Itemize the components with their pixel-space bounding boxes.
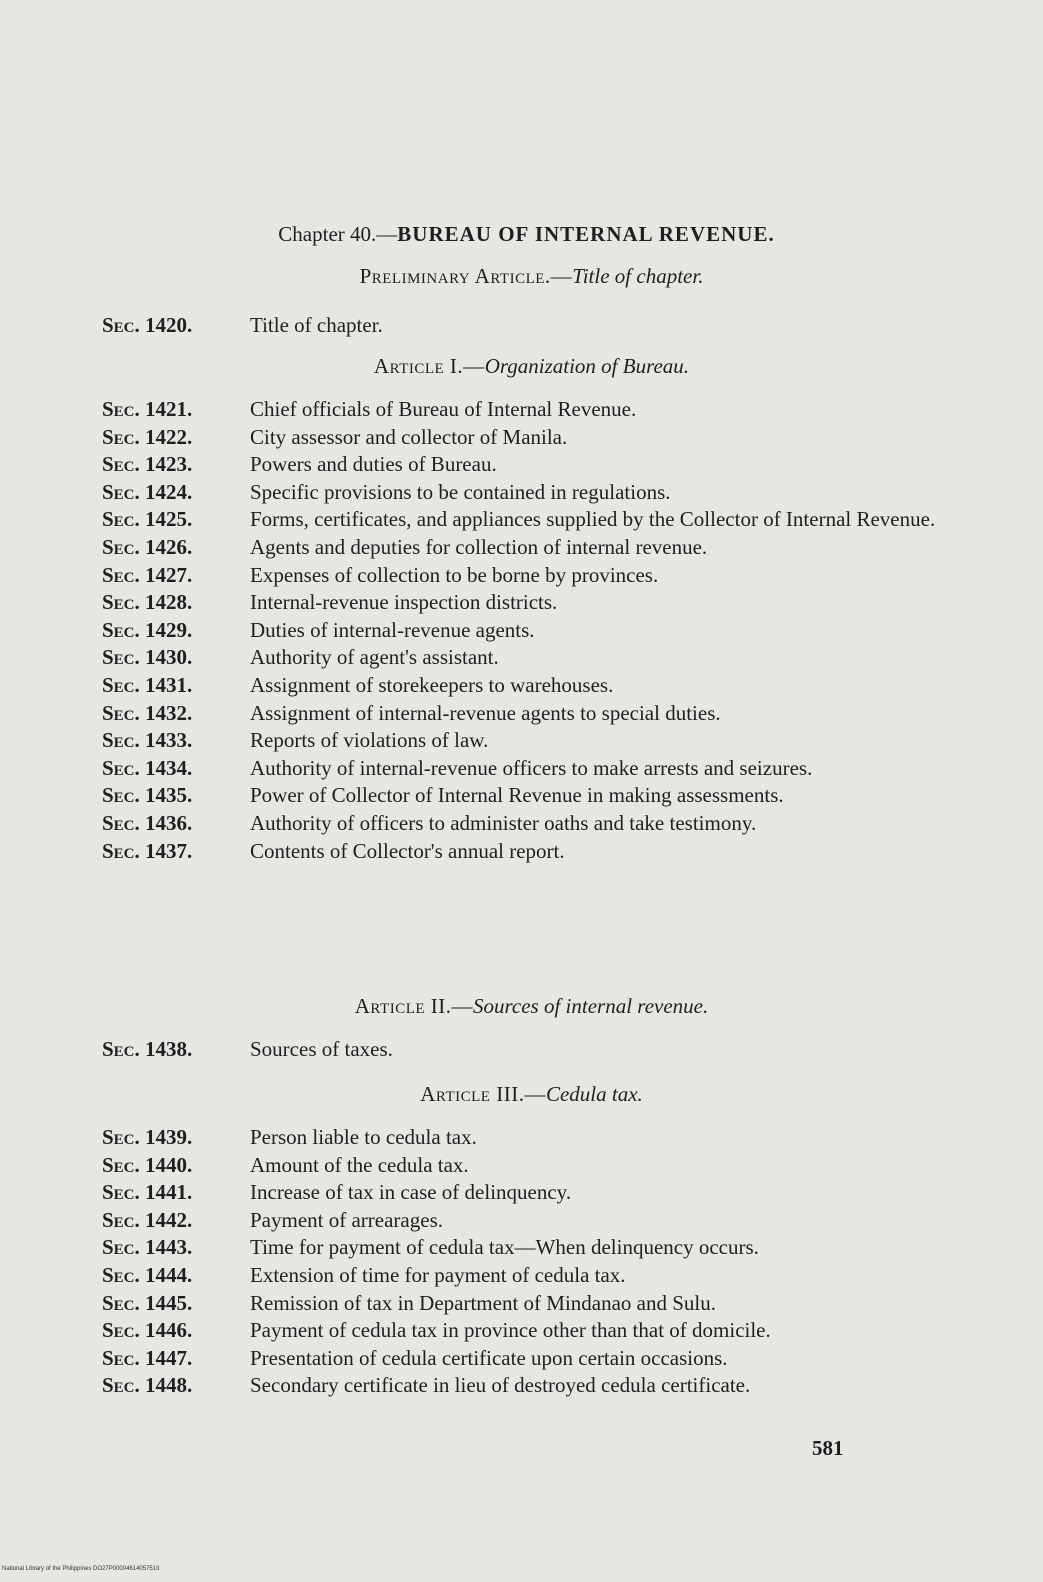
section-prefix: Sec.	[102, 1152, 140, 1177]
article-1-heading	[0, 354, 1043, 379]
section-list-preliminary	[0, 312, 1043, 340]
section-number	[102, 534, 192, 562]
section-number	[102, 1036, 192, 1064]
section-list-article-3	[0, 1124, 1043, 1400]
section-entry	[0, 1290, 1043, 1318]
section-entry	[0, 1345, 1043, 1373]
footer-credit: National Library of the Philippines DO27P0000461405751II	[2, 1566, 160, 1572]
section-prefix: Sec.	[102, 700, 140, 725]
section-num-value: 1420.	[145, 313, 193, 337]
section-number	[102, 1345, 192, 1373]
section-number	[102, 506, 192, 534]
section-entry	[0, 562, 1043, 590]
section-number	[102, 617, 192, 645]
section-prefix: Sec.	[102, 838, 140, 863]
section-title: Title of chapter.	[250, 313, 383, 337]
section-entry	[0, 451, 1043, 479]
section-entry	[0, 479, 1043, 507]
section-num-value: 1426.	[145, 534, 193, 559]
section-num-value: 1442.	[145, 1207, 193, 1232]
article-3-heading	[0, 1082, 1043, 1107]
section-number	[102, 479, 192, 507]
section-title: Amount of the cedula tax.	[250, 1152, 469, 1177]
section-title: Specific provisions to be contained in regulations.	[250, 479, 671, 504]
section-prefix: Sec.	[102, 1373, 140, 1398]
page-number: 581	[812, 1436, 844, 1460]
section-num-value: 1434.	[145, 755, 193, 780]
section-prefix: Sec.	[102, 728, 140, 753]
section-entry	[0, 700, 1043, 728]
chapter-title: BUREAU OF INTERNAL REVENUE.	[397, 222, 775, 246]
section-prefix: Sec.	[102, 590, 140, 615]
section-prefix: Sec.	[102, 397, 140, 421]
section-num-value: 1438.	[145, 1037, 193, 1061]
section-list-article-2	[0, 1036, 1043, 1064]
section-number	[102, 1152, 192, 1180]
section-entry	[0, 755, 1043, 783]
section-title: Authority of agent's assistant.	[250, 645, 499, 670]
section-entry	[0, 312, 1043, 340]
section-title: Expenses of collection to be borne by provinces.	[250, 562, 659, 587]
article-label: Article I.—	[373, 354, 485, 378]
section-num-value: 1423.	[145, 452, 193, 477]
section-prefix: Sec.	[102, 534, 140, 559]
section-number	[102, 589, 192, 617]
section-entry	[0, 506, 1043, 534]
section-title: Person liable to cedula tax.	[250, 1125, 477, 1149]
section-num-value: 1421.	[145, 397, 193, 421]
section-prefix: Sec.	[102, 1318, 140, 1343]
section-title: Payment of arrearages.	[250, 1207, 443, 1232]
section-num-value: 1444.	[145, 1262, 193, 1287]
section-number	[102, 700, 192, 728]
section-number	[102, 644, 192, 672]
section-number	[102, 1262, 192, 1290]
section-num-value: 1435.	[145, 783, 193, 808]
section-prefix: Sec.	[102, 1125, 140, 1149]
section-prefix: Sec.	[102, 562, 140, 587]
section-number	[102, 424, 192, 452]
section-number	[102, 672, 192, 700]
section-entry	[0, 617, 1043, 645]
section-prefix: Sec.	[102, 313, 140, 337]
section-title: Sources of taxes.	[250, 1037, 393, 1061]
section-number	[102, 755, 192, 783]
section-entry	[0, 727, 1043, 755]
section-number	[102, 727, 192, 755]
section-title: Power of Collector of Internal Revenue in making assessments.	[250, 783, 784, 808]
section-title: Agents and deputies for collection of internal revenue.	[250, 534, 708, 559]
section-number	[102, 838, 192, 866]
section-num-value: 1447.	[145, 1345, 193, 1370]
section-number	[102, 810, 192, 838]
section-prefix: Sec.	[102, 424, 140, 449]
section-prefix: Sec.	[102, 452, 140, 477]
section-title: City assessor and collector of Manila.	[250, 424, 568, 449]
article-title: Cedula tax.	[545, 1082, 643, 1106]
section-num-value: 1422.	[145, 424, 193, 449]
section-number	[102, 1317, 192, 1345]
section-title: Assignment of internal-revenue agents to special duties.	[250, 700, 721, 725]
section-title: Contents of Collector's annual report.	[250, 838, 565, 863]
section-number	[102, 1234, 192, 1262]
section-number	[102, 1372, 192, 1400]
section-prefix: Sec.	[102, 1235, 140, 1260]
section-num-value: 1436.	[145, 810, 193, 835]
section-prefix: Sec.	[102, 479, 140, 504]
section-prefix: Sec.	[102, 1207, 140, 1232]
section-prefix: Sec.	[102, 755, 140, 780]
section-prefix: Sec.	[102, 810, 140, 835]
section-entry	[0, 1234, 1043, 1262]
section-num-value: 1428.	[145, 590, 193, 615]
section-title: Payment of cedula tax in province other than that of domicile.	[250, 1318, 771, 1343]
section-entry	[0, 1372, 1043, 1400]
section-title: Powers and duties of Bureau.	[250, 452, 497, 477]
section-title: Reports of violations of law.	[250, 728, 489, 753]
section-title: Chief officials of Bureau of Internal Revenue.	[250, 397, 637, 421]
section-entry	[0, 1317, 1043, 1345]
section-num-value: 1427.	[145, 562, 193, 587]
section-number	[102, 562, 192, 590]
section-prefix: Sec.	[102, 1180, 140, 1205]
section-title: Remission of tax in Department of Mindanao and Sulu.	[250, 1290, 717, 1315]
section-num-value: 1437.	[145, 838, 193, 863]
section-title: Authority of officers to administer oaths and take testimony.	[250, 810, 757, 835]
chapter-heading	[0, 222, 1043, 247]
section-num-value: 1424.	[145, 479, 193, 504]
section-entry	[0, 1262, 1043, 1290]
section-number	[102, 782, 192, 810]
section-title: Internal-revenue inspection districts.	[250, 590, 558, 615]
section-entry	[0, 810, 1043, 838]
section-num-value: 1445.	[145, 1290, 193, 1315]
section-number	[102, 451, 192, 479]
section-entry	[0, 1124, 1043, 1152]
section-title: Time for payment of cedula tax—When delinquency occurs.	[250, 1235, 759, 1260]
article-label: Article II.—	[354, 994, 474, 1018]
section-title: Duties of internal-revenue agents.	[250, 617, 535, 642]
section-prefix: Sec.	[102, 645, 140, 670]
section-title: Increase of tax in case of delinquency.	[250, 1180, 572, 1205]
section-num-value: 1443.	[145, 1235, 193, 1260]
section-list-article-1	[0, 396, 1043, 865]
section-prefix: Sec.	[102, 672, 140, 697]
section-prefix: Sec.	[102, 1037, 140, 1061]
section-num-value: 1446.	[145, 1318, 193, 1343]
article-2-heading	[0, 994, 1043, 1019]
section-number	[102, 1207, 192, 1235]
section-number	[102, 1124, 192, 1152]
section-prefix: Sec.	[102, 1290, 140, 1315]
article-title: Organization of Bureau.	[484, 354, 690, 378]
section-prefix: Sec.	[102, 617, 140, 642]
section-title: Presentation of cedula certificate upon certain occasions.	[250, 1345, 728, 1370]
section-num-value: 1439.	[145, 1125, 193, 1149]
preliminary-article-heading	[0, 264, 1043, 289]
section-entry	[0, 782, 1043, 810]
section-entry	[0, 1179, 1043, 1207]
section-prefix: Sec.	[102, 1262, 140, 1287]
section-num-value: 1432.	[145, 700, 193, 725]
section-num-value: 1433.	[145, 728, 193, 753]
section-number	[102, 396, 192, 424]
article-title: Sources of internal revenue.	[473, 994, 709, 1018]
article-label: Article III.—	[420, 1082, 546, 1106]
article-label: Preliminary Article.—	[359, 264, 573, 288]
section-entry	[0, 672, 1043, 700]
chapter-prefix: Chapter 40.—	[278, 222, 398, 246]
section-num-value: 1429.	[145, 617, 193, 642]
section-title: Assignment of storekeepers to warehouses.	[250, 672, 614, 697]
section-num-value: 1425.	[145, 507, 193, 532]
section-entry	[0, 534, 1043, 562]
section-num-value: 1440.	[145, 1152, 193, 1177]
section-entry	[0, 396, 1043, 424]
section-number	[102, 1179, 192, 1207]
section-title: Extension of time for payment of cedula tax.	[250, 1262, 626, 1287]
section-title: Authority of internal-revenue officers to make arrests and seizures.	[250, 755, 813, 780]
section-title: Forms, certificates, and appliances supplied by the Collector of Internal Revenue.	[250, 507, 936, 532]
section-num-value: 1441.	[145, 1180, 193, 1205]
article-title: Title of chapter.	[572, 264, 704, 288]
section-entry	[0, 1207, 1043, 1235]
section-title: Secondary certificate in lieu of destroyed cedula certificate.	[250, 1373, 751, 1398]
section-num-value: 1448.	[145, 1373, 193, 1398]
section-entry	[0, 589, 1043, 617]
section-entry	[0, 1152, 1043, 1180]
section-entry	[0, 838, 1043, 866]
section-num-value: 1431.	[145, 672, 193, 697]
section-num-value: 1430.	[145, 645, 193, 670]
section-prefix: Sec.	[102, 783, 140, 808]
section-entry	[0, 1036, 1043, 1064]
section-number	[102, 312, 192, 340]
section-entry	[0, 424, 1043, 452]
section-entry	[0, 644, 1043, 672]
section-prefix: Sec.	[102, 507, 140, 532]
section-number	[102, 1290, 192, 1318]
section-prefix: Sec.	[102, 1345, 140, 1370]
